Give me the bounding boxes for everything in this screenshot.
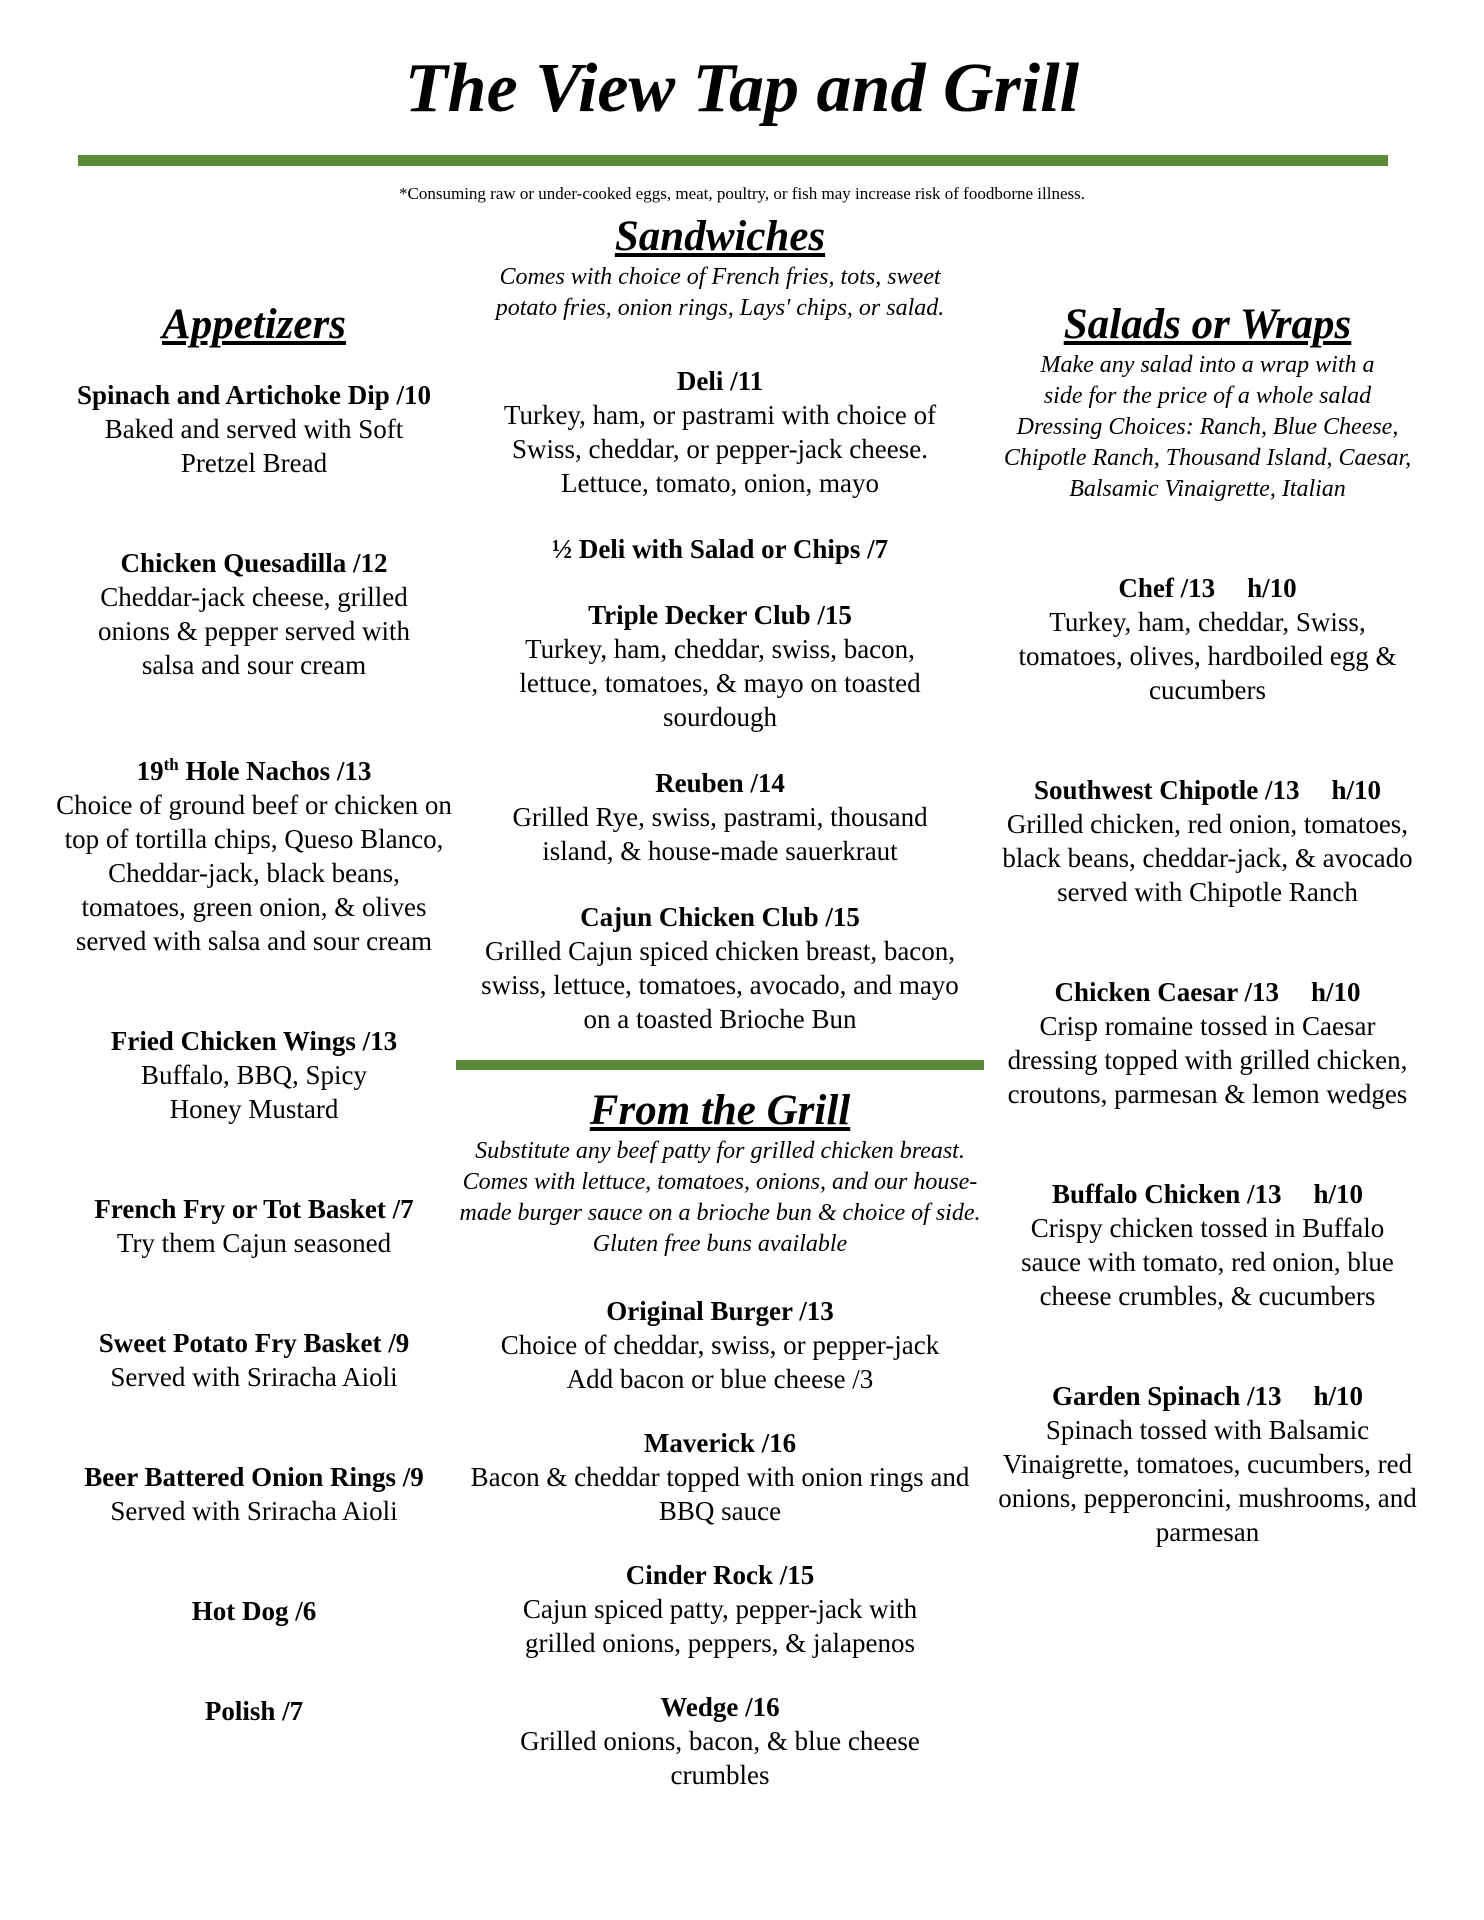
menu-item xyxy=(54,1694,454,1728)
item-name: Polish /7 xyxy=(204,1696,304,1726)
item-description: Buffalo, BBQ, Spicy Honey Mustard xyxy=(140,1060,367,1124)
item-name: French Fry or Tot Basket /7 xyxy=(94,1194,414,1224)
item-description: Cheddar-jack cheese, grilled onions & pepper served with salsa and sour cream xyxy=(98,582,410,680)
item-description: Grilled onions, bacon, & blue cheese crumbles xyxy=(520,1726,920,1790)
menu-item xyxy=(54,378,454,480)
grill-note: Substitute any beef patty for grilled chicken breast. Comes with lettuce, tomatoes, onions, and our house-made burger sauce on a brioche bun & choice of side. xyxy=(459,1138,981,1226)
item-name: Hot Dog /6 xyxy=(191,1596,317,1626)
item-name: Reuben /14 xyxy=(655,768,785,798)
item-description: Choice of cheddar, swiss, or pepper-jack xyxy=(500,1330,940,1360)
half-price: h/10 xyxy=(1247,573,1297,603)
menu-item xyxy=(985,1379,1430,1549)
item-description: Crispy chicken tossed in Buffalo sauce with tomato, red onion, blue cheese crumbles, & cucumbers xyxy=(1021,1213,1394,1311)
item-description: Crisp romaine tossed in Caesar dressing topped with grilled chicken, croutons, parmesan & lemon wedges xyxy=(1007,1011,1408,1109)
menu-item xyxy=(455,1426,985,1528)
item-name xyxy=(985,975,1430,1009)
salads-wrap-note: Make any salad into a wrap with a side for the price of a whole salad xyxy=(1040,352,1375,409)
menu-item xyxy=(54,1326,454,1394)
item-name-rest: Hole Nachos /13 xyxy=(178,756,372,786)
grill-heading: From the Grill xyxy=(589,1087,851,1134)
item-description: Cajun spiced patty, pepper-jack with grilled onions, peppers, & jalapenos xyxy=(522,1594,918,1658)
item-name: Fried Chicken Wings /13 xyxy=(110,1026,398,1056)
menu-item xyxy=(985,571,1430,707)
item-name: Deli /11 xyxy=(676,366,764,396)
item-name: Beer Battered Onion Rings /9 xyxy=(84,1462,424,1492)
half-price: h/10 xyxy=(1313,1381,1364,1411)
menu-item xyxy=(54,1460,454,1528)
item-name-number: 19 xyxy=(136,756,164,786)
menu-item xyxy=(455,598,985,734)
menu-item xyxy=(985,1177,1430,1313)
menu-item xyxy=(455,1558,985,1660)
food-safety-disclaimer: *Consuming raw or under-cooked eggs, meat, poultry, or fish may increase risk of foodborne illness. xyxy=(399,184,1085,203)
item-name-price: Southwest Chipotle /13 xyxy=(1033,775,1300,805)
item-description: Baked and served with Soft Pretzel Bread xyxy=(104,414,404,478)
item-name-superscript: th xyxy=(163,755,179,774)
salads-column xyxy=(985,300,1430,1549)
item-description: Served with Sriracha Aioli xyxy=(110,1362,398,1392)
item-name: Original Burger /13 xyxy=(606,1296,834,1326)
item-name: Spinach and Artichoke Dip /10 xyxy=(76,380,432,410)
item-name xyxy=(985,1379,1430,1413)
item-name-price: Chef /13 xyxy=(1118,573,1216,603)
menu-item xyxy=(455,766,985,868)
appetizers-heading: Appetizers xyxy=(162,301,346,348)
menu-item xyxy=(985,975,1430,1111)
item-description: Grilled Rye, swiss, pastrami, thousand island, & house-made sauerkraut xyxy=(512,802,928,866)
item-name-price: Chicken Caesar /13 xyxy=(1054,977,1279,1007)
item-name xyxy=(985,571,1430,605)
header-divider xyxy=(78,155,1388,166)
half-price: h/10 xyxy=(1331,775,1382,805)
grill-note-gluten-free: Gluten free buns available xyxy=(592,1231,848,1257)
menu-item xyxy=(455,532,985,566)
salads-heading: Salads or Wraps xyxy=(1063,301,1352,348)
sandwiches-grill-column xyxy=(455,212,985,1792)
dressing-choices: Dressing Choices: Ranch, Blue Cheese, Chipotle Ranch, Thousand Island, Caesar, Balsamic Vinaigrette, Italian xyxy=(1003,414,1412,502)
item-description: Turkey, ham, cheddar, swiss, bacon, lettuce, tomatoes, & mayo on toasted sourdough xyxy=(519,634,921,732)
menu-item xyxy=(985,773,1430,909)
menu-item xyxy=(54,1192,454,1260)
menu-item xyxy=(455,900,985,1036)
section-divider xyxy=(456,1060,984,1070)
half-price: h/10 xyxy=(1313,1179,1364,1209)
item-description: Choice of ground beef or chicken on top of tortilla chips, Queso Blanco, Cheddar-jack, black beans, tomatoes, green onion, & olives served with salsa and sour cream xyxy=(56,790,452,956)
item-name xyxy=(54,748,454,788)
item-name: Cajun Chicken Club /15 xyxy=(580,902,860,932)
menu-item xyxy=(54,748,454,958)
item-name xyxy=(985,1177,1430,1211)
item-description: Bacon & cheddar topped with onion rings and BBQ sauce xyxy=(470,1462,970,1526)
item-name: Chicken Quesadilla /12 xyxy=(120,548,388,578)
item-name: Triple Decker Club /15 xyxy=(588,600,852,630)
half-price: h/10 xyxy=(1310,977,1361,1007)
item-name: ½ Deli with Salad or Chips /7 xyxy=(551,534,889,564)
item-description: Turkey, ham, or pastrami with choice of Swiss, cheddar, or pepper-jack cheese. Lettuce, tomato, onion, mayo xyxy=(503,400,937,498)
item-description: Spinach tossed with Balsamic Vinaigrette, tomatoes, cucumbers, red onions, pepperoncini, mushrooms, and parmesan xyxy=(998,1415,1417,1547)
item-name: Cinder Rock /15 xyxy=(625,1560,815,1590)
appetizers-column xyxy=(54,300,454,1728)
page-title: The View Tap and Grill xyxy=(404,50,1080,127)
menu-item xyxy=(54,1024,454,1126)
item-name-price: Buffalo Chicken /13 xyxy=(1051,1179,1282,1209)
menu-item xyxy=(54,1594,454,1628)
menu-item xyxy=(455,364,985,500)
item-name: Maverick /16 xyxy=(643,1428,797,1458)
menu-item xyxy=(54,546,454,682)
item-name: Wedge /16 xyxy=(660,1692,780,1722)
item-description: Served with Sriracha Aioli xyxy=(110,1496,398,1526)
item-description: Turkey, ham, cheddar, Swiss, tomatoes, olives, hardboiled egg & cucumbers xyxy=(1018,607,1397,705)
item-addon: Add bacon or blue cheese /3 xyxy=(566,1364,874,1394)
item-description: Grilled Cajun spiced chicken breast, bacon, swiss, lettuce, tomatoes, avocado, and mayo on a toasted Brioche Bun xyxy=(481,936,959,1034)
item-description: Grilled chicken, red onion, tomatoes, black beans, cheddar-jack, & avocado served with Chipotle Ranch xyxy=(1002,809,1413,907)
item-description: Try them Cajun seasoned xyxy=(116,1228,392,1258)
sandwiches-note: Comes with choice of French fries, tots, sweet potato fries, onion rings, Lays' chips, or salad. xyxy=(495,264,945,321)
item-name: Sweet Potato Fry Basket /9 xyxy=(98,1328,410,1358)
item-name-price: Garden Spinach /13 xyxy=(1051,1381,1282,1411)
menu-item xyxy=(455,1294,985,1396)
item-name xyxy=(985,773,1430,807)
sandwiches-heading: Sandwiches xyxy=(614,213,826,260)
menu-item xyxy=(455,1690,985,1792)
